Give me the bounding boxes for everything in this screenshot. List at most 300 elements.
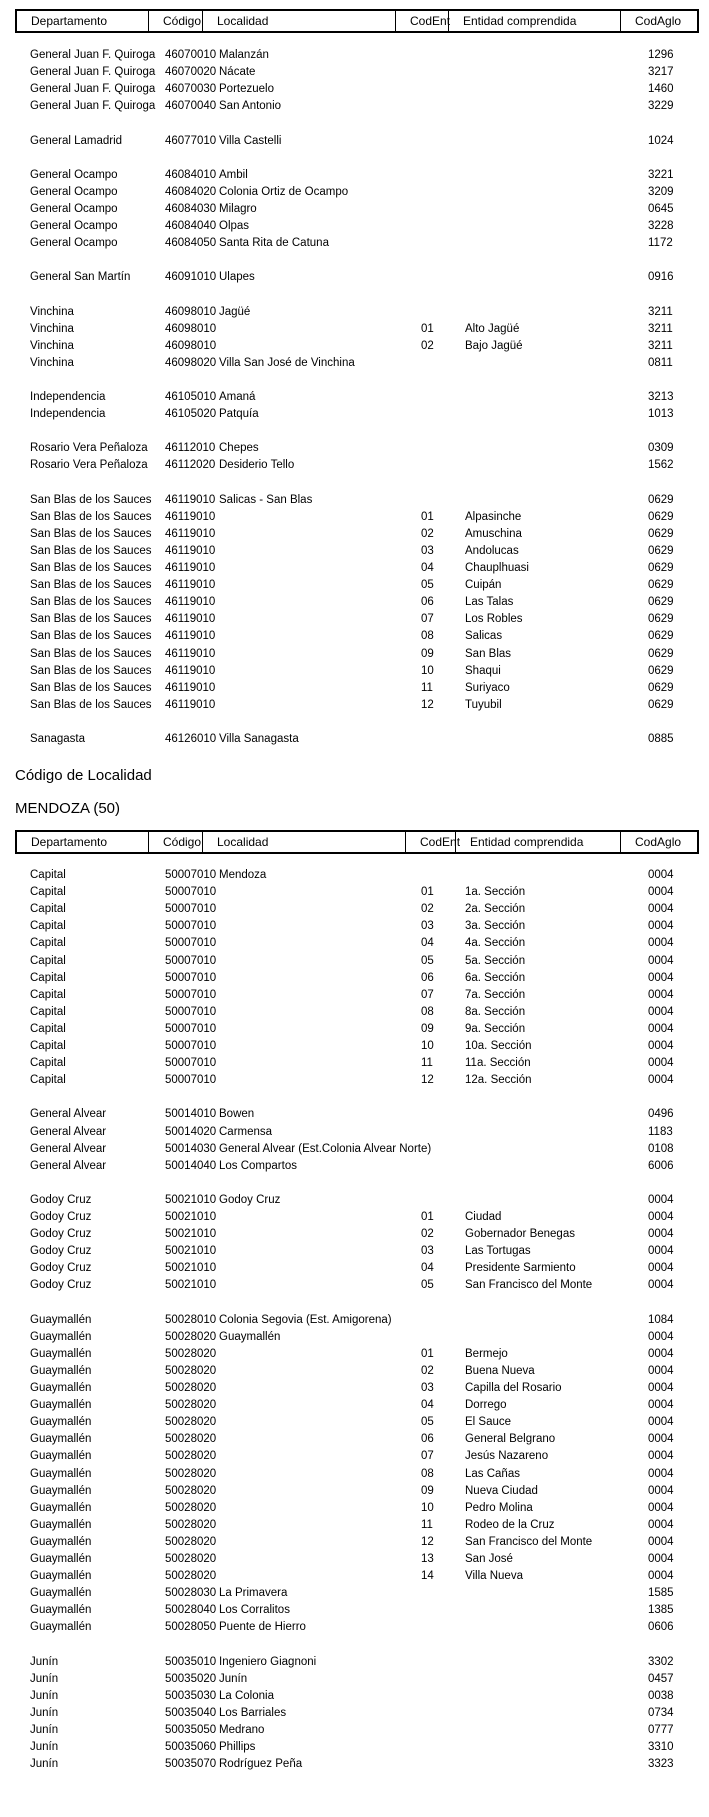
table-row xyxy=(0,1602,709,1619)
table-row xyxy=(0,1021,709,1038)
codigo-cell: 46098010 xyxy=(165,305,217,318)
departamento-cell: Godoy Cruz xyxy=(30,1279,92,1292)
header-departamento: Departamento xyxy=(31,835,108,849)
codigo-cell: 46119010 xyxy=(165,596,216,609)
localidad-cell: Guaymallén xyxy=(219,1330,281,1343)
codent-cell: 11 xyxy=(421,1057,433,1070)
table-row xyxy=(0,235,709,252)
codigo-cell: 46070030 xyxy=(165,83,217,96)
codent-cell: 07 xyxy=(421,988,434,1001)
departamento-cell: Junín xyxy=(30,1672,59,1685)
departamento-cell: Guaymallén xyxy=(30,1330,92,1343)
codaglo-cell: 0004 xyxy=(648,1228,674,1241)
localidad-cell: La Primavera xyxy=(219,1587,288,1600)
departamento-cell: Independencia xyxy=(30,408,106,421)
codigo-cell: 46126010 xyxy=(165,733,217,745)
departamento-cell: Guaymallén xyxy=(30,1553,92,1565)
table-row xyxy=(0,1654,709,1671)
codigo-cell: 50007010 xyxy=(165,1022,217,1035)
table-row xyxy=(0,594,709,611)
codaglo-cell: 0004 xyxy=(648,886,674,899)
codaglo-cell: 1024 xyxy=(648,134,674,147)
entidad-cell: 9a. Sección xyxy=(465,1022,526,1035)
codaglo-cell: 0004 xyxy=(648,1416,674,1429)
departamento-cell: Junín xyxy=(30,1706,59,1719)
table-row xyxy=(0,628,709,645)
departamento-cell: Vinchina xyxy=(30,322,74,335)
codigo-cell: 50035010 xyxy=(165,1655,217,1668)
table-row xyxy=(0,304,709,321)
codaglo-cell: 1172 xyxy=(648,237,673,250)
localidad-cell: La Colonia xyxy=(219,1689,274,1702)
entidad-cell: San Francisco del Monte xyxy=(465,1279,593,1292)
localidad-cell: Los Barriales xyxy=(219,1706,287,1719)
codigo-cell: 50021010 xyxy=(165,1279,217,1292)
table-row xyxy=(0,1739,709,1756)
codent-cell: 02 xyxy=(421,1364,434,1377)
codent-cell: 08 xyxy=(421,1005,434,1018)
localidad-cell: Olpas xyxy=(219,220,250,232)
departamento-cell: General Lamadrid xyxy=(30,134,123,147)
entidad-cell: San Blas xyxy=(465,647,512,660)
table-row xyxy=(0,1346,709,1363)
departamento-cell: Godoy Cruz xyxy=(30,1193,92,1206)
table-row xyxy=(0,1243,709,1260)
codigo-cell: 50035040 xyxy=(165,1706,217,1719)
table-header xyxy=(15,9,699,33)
codigo-cell: 46070010 xyxy=(165,49,217,61)
codaglo-cell: 0004 xyxy=(648,1553,674,1565)
codent-cell: 06 xyxy=(421,596,434,609)
table-row xyxy=(0,1055,709,1072)
codent-cell: 12 xyxy=(421,1074,434,1087)
codaglo-cell: 0004 xyxy=(648,1330,674,1343)
codent-cell: 08 xyxy=(421,1467,434,1480)
codaglo-cell: 3211 xyxy=(648,339,673,352)
localidad-cell: Salicas - San Blas xyxy=(219,493,313,506)
localidad-cell: Carmensa xyxy=(219,1125,273,1138)
codigo-cell: 46070020 xyxy=(165,66,217,79)
codaglo-cell: 0629 xyxy=(648,579,674,592)
codaglo-cell: 3209 xyxy=(648,185,674,198)
departamento-cell: General Ocampo xyxy=(30,202,118,215)
codigo-cell: 46119010 xyxy=(165,647,216,660)
table-row xyxy=(0,543,709,560)
departamento-cell: Independencia xyxy=(30,391,106,403)
table-row xyxy=(0,1363,709,1380)
table-row xyxy=(0,1038,709,1055)
header-entidad: Entidad comprendida xyxy=(455,832,620,852)
codaglo-cell: 1562 xyxy=(648,459,674,472)
codigo-cell: 46119010 xyxy=(165,562,216,574)
codigo-cell: 50035030 xyxy=(165,1689,217,1702)
table-row xyxy=(0,1585,709,1602)
entidad-cell: Suriyaco xyxy=(465,681,510,694)
localidad-cell: Jagüé xyxy=(219,305,251,318)
table-row xyxy=(0,440,709,457)
header-entidad: Entidad comprendida xyxy=(448,11,620,31)
codaglo-cell: 0004 xyxy=(648,1245,674,1258)
table-row xyxy=(0,1431,709,1448)
codigo-cell: 46112020 xyxy=(165,459,216,472)
departamento-cell: Capital xyxy=(30,1022,66,1035)
table-row xyxy=(0,81,709,98)
codigo-cell: 46119010 xyxy=(165,493,216,506)
localidad-cell: Ambil xyxy=(219,168,248,181)
codigo-cell: 50028050 xyxy=(165,1621,217,1634)
table-row xyxy=(0,1312,709,1329)
departamento-cell: Guaymallén xyxy=(30,1570,92,1583)
entidad-cell: 5a. Sección xyxy=(465,954,526,967)
departamento-cell: Capital xyxy=(30,1040,66,1052)
localidad-cell: Medrano xyxy=(219,1724,265,1736)
table-row xyxy=(0,1072,709,1089)
departamento-cell: San Blas de los Sauces xyxy=(30,613,152,626)
entidad-cell: 4a. Sección xyxy=(465,937,526,950)
table-row xyxy=(0,577,709,594)
table-row xyxy=(0,1517,709,1534)
departamento-cell: Guaymallén xyxy=(30,1501,92,1514)
table-row xyxy=(0,1466,709,1483)
entidad-cell: Nueva Ciudad xyxy=(465,1484,538,1497)
codent-cell: 11 xyxy=(421,1518,433,1531)
codaglo-cell: 0004 xyxy=(648,954,674,967)
codaglo-cell: 0004 xyxy=(648,1211,674,1223)
entidad-cell: 6a. Sección xyxy=(465,971,526,984)
codigo-cell: 50028020 xyxy=(165,1347,217,1360)
codaglo-cell: 0004 xyxy=(648,1040,674,1052)
entidad-cell: Cuipán xyxy=(465,579,502,592)
codigo-cell: 50007010 xyxy=(165,1074,217,1087)
codigo-cell: 46119010 xyxy=(165,613,216,626)
codigo-cell: 50007010 xyxy=(165,954,217,967)
table-row xyxy=(0,1414,709,1431)
codigo-cell: 50021010 xyxy=(165,1193,217,1206)
codent-cell: 04 xyxy=(421,937,434,950)
table-row xyxy=(0,901,709,918)
codaglo-cell: 0777 xyxy=(648,1724,674,1736)
departamento-cell: Capital xyxy=(30,1005,66,1018)
codigo-cell: 46119010 xyxy=(165,681,216,694)
codaglo-cell: 3213 xyxy=(648,391,674,403)
codaglo-cell: 0004 xyxy=(648,937,674,950)
codigo-cell: 50028020 xyxy=(165,1553,217,1565)
codigo-cell: 50014010 xyxy=(165,1108,217,1121)
departamento-cell: Guaymallén xyxy=(30,1467,92,1480)
codigo-cell: 46098010 xyxy=(165,322,217,335)
codaglo-cell: 0004 xyxy=(648,1433,674,1446)
table-row xyxy=(0,1158,709,1175)
codaglo-cell: 1460 xyxy=(648,83,674,96)
departamento-cell: Capital xyxy=(30,903,66,916)
codaglo-cell: 3211 xyxy=(648,322,673,335)
table-row xyxy=(0,1004,709,1021)
codigo-cell: 50028020 xyxy=(165,1518,217,1531)
localidad-cell: Godoy Cruz xyxy=(219,1193,281,1206)
header-codigo: Código xyxy=(148,832,202,852)
table-row xyxy=(0,406,709,423)
codent-cell: 06 xyxy=(421,1433,434,1446)
codent-cell: 12 xyxy=(421,1535,434,1548)
entidad-cell: Buena Nueva xyxy=(465,1364,535,1377)
codent-cell: 03 xyxy=(421,1245,434,1258)
departamento-cell: Junín xyxy=(30,1724,59,1736)
entidad-cell: Rodeo de la Cruz xyxy=(465,1518,555,1531)
codaglo-cell: 0004 xyxy=(648,1535,674,1548)
codigo-cell: 46119010 xyxy=(165,630,216,643)
codigo-cell: 46091010 xyxy=(165,271,217,284)
codigo-cell: 46084010 xyxy=(165,168,217,181)
codent-cell: 08 xyxy=(421,630,434,643)
codigo-cell: 46119010 xyxy=(165,510,216,523)
table-row xyxy=(0,1671,709,1688)
entidad-cell: 2a. Sección xyxy=(465,903,526,916)
table-row xyxy=(0,1141,709,1158)
table-row xyxy=(0,1397,709,1414)
entidad-cell: 8a. Sección xyxy=(465,1005,526,1018)
codent-cell: 12 xyxy=(421,698,434,711)
table-row xyxy=(0,338,709,355)
codent-cell: 04 xyxy=(421,1399,434,1412)
localidad-cell: Villa Castelli xyxy=(219,134,282,147)
codigo-cell: 50007010 xyxy=(165,886,217,899)
table-row xyxy=(0,884,709,901)
codaglo-cell: 0004 xyxy=(648,1382,674,1394)
codaglo-cell: 1183 xyxy=(648,1125,673,1138)
table-row xyxy=(0,867,709,884)
entidad-cell: San José xyxy=(465,1553,513,1565)
codigo-cell: 50028020 xyxy=(165,1399,217,1412)
codigo-cell: 50021010 xyxy=(165,1211,217,1223)
codent-cell: 07 xyxy=(421,1450,434,1463)
codaglo-cell: 0629 xyxy=(648,527,674,540)
codaglo-cell: 0629 xyxy=(648,596,674,609)
codigo-cell: 50028020 xyxy=(165,1433,217,1446)
codent-cell: 01 xyxy=(421,322,434,335)
departamento-cell: Guaymallén xyxy=(30,1347,92,1360)
codigo-cell: 50014040 xyxy=(165,1159,217,1172)
codaglo-cell: 3229 xyxy=(648,100,674,113)
codent-cell: 14 xyxy=(421,1570,434,1583)
departamento-cell: Guaymallén xyxy=(30,1313,92,1326)
codaglo-cell: 0629 xyxy=(648,493,674,506)
entidad-cell: Bajo Jagüé xyxy=(465,339,523,352)
departamento-cell: Capital xyxy=(30,920,66,933)
table-row xyxy=(0,1756,709,1773)
codent-cell: 13 xyxy=(421,1553,434,1565)
departamento-cell: Vinchina xyxy=(30,339,74,352)
header-localidad: Localidad xyxy=(202,832,405,852)
entidad-cell: Jesús Nazareno xyxy=(465,1450,549,1463)
departamento-cell: Capital xyxy=(30,988,66,1001)
departamento-cell: San Blas de los Sauces xyxy=(30,510,152,523)
table-row xyxy=(0,1192,709,1209)
table-row xyxy=(0,389,709,406)
codaglo-cell: 0811 xyxy=(648,356,673,369)
table-row xyxy=(0,663,709,680)
codent-cell: 03 xyxy=(421,544,434,557)
localidad-cell: Phillips xyxy=(219,1741,256,1754)
departamento-cell: Guaymallén xyxy=(30,1364,92,1377)
codigo-cell: 50007010 xyxy=(165,988,217,1001)
departamento-cell: San Blas de los Sauces xyxy=(30,596,152,609)
entidad-cell: San Francisco del Monte xyxy=(465,1535,593,1548)
departamento-cell: Godoy Cruz xyxy=(30,1262,92,1275)
table-row xyxy=(0,987,709,1004)
table-row xyxy=(0,1551,709,1568)
codigo-cell: 50028020 xyxy=(165,1364,217,1377)
codaglo-cell: 0004 xyxy=(648,1450,674,1463)
codent-cell: 02 xyxy=(421,527,434,540)
codaglo-cell: 0629 xyxy=(648,698,674,711)
localidad-cell: Milagro xyxy=(219,202,257,215)
departamento-cell: Junín xyxy=(30,1689,59,1702)
header-codigo: Código xyxy=(148,11,202,31)
codaglo-cell: 0629 xyxy=(648,613,674,626)
table-row xyxy=(0,1380,709,1397)
codigo-cell: 50028020 xyxy=(165,1467,217,1480)
table-row xyxy=(0,526,709,543)
codaglo-cell: 1013 xyxy=(648,408,674,421)
codigo-cell: 50028020 xyxy=(165,1535,217,1548)
codigo-cell: 50007010 xyxy=(165,869,217,881)
table-row xyxy=(0,1705,709,1722)
codaglo-cell: 0004 xyxy=(648,920,674,933)
codigo-cell: 50014020 xyxy=(165,1125,217,1138)
section-title: Código de Localidad xyxy=(15,767,152,784)
codigo-cell: 50007010 xyxy=(165,971,217,984)
departamento-cell: San Blas de los Sauces xyxy=(30,562,152,574)
codaglo-cell: 3310 xyxy=(648,1741,674,1754)
entidad-cell: Gobernador Benegas xyxy=(465,1228,575,1241)
departamento-cell: Rosario Vera Peñaloza xyxy=(30,442,148,455)
table-row xyxy=(0,1329,709,1346)
codigo-cell: 50035070 xyxy=(165,1758,217,1771)
departamento-cell: Guaymallén xyxy=(30,1433,92,1446)
header-localidad: Localidad xyxy=(202,11,395,31)
table-row xyxy=(0,509,709,526)
codaglo-cell: 0004 xyxy=(648,1057,674,1070)
departamento-cell: Godoy Cruz xyxy=(30,1211,92,1223)
departamento-cell: General Ocampo xyxy=(30,237,118,250)
table-row xyxy=(0,47,709,64)
table-row xyxy=(0,201,709,218)
entidad-cell: 12a. Sección xyxy=(465,1074,532,1087)
codent-cell: 03 xyxy=(421,1382,434,1394)
entidad-cell: Los Robles xyxy=(465,613,523,626)
codaglo-cell: 1585 xyxy=(648,1587,674,1600)
codaglo-cell: 3323 xyxy=(648,1758,674,1771)
entidad-cell: Las Talas xyxy=(465,596,514,609)
departamento-cell: San Blas de los Sauces xyxy=(30,527,152,540)
codaglo-cell: 0004 xyxy=(648,1193,674,1206)
codaglo-cell: 0004 xyxy=(648,1364,674,1377)
codaglo-cell: 6006 xyxy=(648,1159,674,1172)
departamento-cell: General Ocampo xyxy=(30,185,118,198)
codent-cell: 01 xyxy=(421,510,434,523)
departamento-cell: Junín xyxy=(30,1758,59,1771)
localidad-cell: Amaná xyxy=(219,391,256,403)
departamento-cell: Capital xyxy=(30,1057,66,1070)
departamento-cell: Capital xyxy=(30,1074,66,1087)
localidad-cell: Ingeniero Giagnoni xyxy=(219,1655,317,1668)
codaglo-cell: 3302 xyxy=(648,1655,674,1668)
codigo-cell: 50028040 xyxy=(165,1604,217,1617)
localidad-cell: San Antonio xyxy=(219,100,282,113)
codaglo-cell: 1296 xyxy=(648,49,674,61)
codaglo-cell: 0629 xyxy=(648,510,674,523)
table-row xyxy=(0,321,709,338)
codigo-cell: 50028030 xyxy=(165,1587,217,1600)
codaglo-cell: 0004 xyxy=(648,1570,674,1583)
codent-cell: 06 xyxy=(421,971,434,984)
codaglo-cell: 0004 xyxy=(648,903,674,916)
departamento-cell: San Blas de los Sauces xyxy=(30,698,152,711)
departamento-cell: Vinchina xyxy=(30,305,74,318)
codent-cell: 01 xyxy=(421,886,434,899)
localidad-cell: Santa Rita de Catuna xyxy=(219,237,329,250)
entidad-cell: Bermejo xyxy=(465,1347,508,1360)
codaglo-cell: 0004 xyxy=(648,1518,674,1531)
localidad-cell: Chepes xyxy=(219,442,259,455)
departamento-cell: Capital xyxy=(30,937,66,950)
entidad-cell: Tuyubil xyxy=(465,698,502,711)
province-heading: MENDOZA (50) xyxy=(15,800,121,817)
entidad-cell: Las Cañas xyxy=(465,1467,520,1480)
codigo-cell: 46077010 xyxy=(165,134,217,147)
table-row xyxy=(0,1688,709,1705)
codigo-cell: 46112010 xyxy=(165,442,216,455)
table-row xyxy=(0,935,709,952)
localidad-cell: Puente de Hierro xyxy=(219,1621,306,1634)
entidad-cell: Alpasinche xyxy=(465,510,522,523)
localidad-cell: Junín xyxy=(219,1672,248,1685)
entidad-cell: Amuschina xyxy=(465,527,522,540)
table-row xyxy=(0,218,709,235)
codaglo-cell: 1385 xyxy=(648,1604,674,1617)
departamento-cell: Capital xyxy=(30,869,66,881)
codent-cell: 10 xyxy=(421,1501,434,1514)
codigo-cell: 50028020 xyxy=(165,1501,217,1514)
entidad-cell: Capilla del Rosario xyxy=(465,1382,562,1394)
codent-cell: 10 xyxy=(421,664,434,677)
codent-cell: 03 xyxy=(421,920,434,933)
codaglo-cell: 0309 xyxy=(648,442,674,455)
entidad-cell: Dorrego xyxy=(465,1399,507,1412)
table-row xyxy=(0,98,709,115)
codaglo-cell: 0004 xyxy=(648,1074,674,1087)
departamento-cell: Guaymallén xyxy=(30,1382,92,1394)
table-row xyxy=(0,184,709,201)
departamento-cell: Guaymallén xyxy=(30,1484,92,1497)
localidad-cell: Colonia Segovia (Est. Amigorena) xyxy=(219,1313,392,1326)
codigo-cell: 46105020 xyxy=(165,408,217,421)
codigo-cell: 50021010 xyxy=(165,1245,217,1258)
table-row xyxy=(0,731,709,748)
codigo-cell: 46119010 xyxy=(165,664,216,677)
localidad-cell: Desiderio Tello xyxy=(219,459,295,472)
codaglo-cell: 0108 xyxy=(648,1142,674,1155)
table-row xyxy=(0,1722,709,1739)
codent-cell: 01 xyxy=(421,1211,434,1223)
codigo-cell: 50007010 xyxy=(165,1057,217,1070)
table-row xyxy=(0,918,709,935)
table-row xyxy=(0,269,709,286)
codent-cell: 09 xyxy=(421,1484,434,1497)
entidad-cell: Alto Jagüé xyxy=(465,322,520,335)
departamento-cell: General Alvear xyxy=(30,1142,107,1155)
departamento-cell: Guaymallén xyxy=(30,1604,92,1617)
